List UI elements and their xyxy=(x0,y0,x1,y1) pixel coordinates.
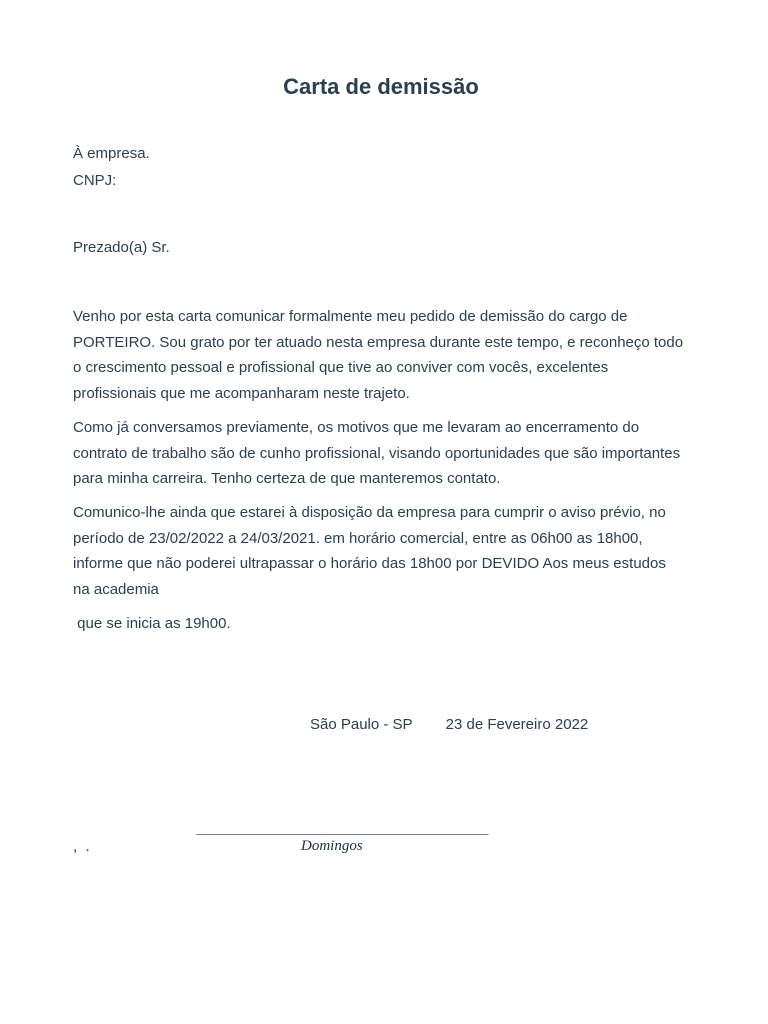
signature-name: Domingos xyxy=(301,838,363,854)
recipient-line: À empresa. xyxy=(73,145,150,162)
paragraph-resignation: Venho por esta carta comunicar formalmente meu pedido de demissão do cargo de PORTEIRO. Sou grato por ter atuado nesta empresa durante este tempo, e reconheço todo o crescimento pessoal e profissional que tive ao conviver com vocês, excelentes profissionais que me acompanharam neste trajeto. xyxy=(73,308,684,403)
signature-prefix: , . xyxy=(73,838,90,855)
signature-line: ________________________________________ xyxy=(196,822,489,837)
greeting: Prezado(a) Sr. xyxy=(73,239,170,256)
paragraph-notice-period: Comunico-lhe ainda que estarei à disposição da empresa para cumprir o aviso prévio, no período de 23/02/2022 a 24/03/2021. em horário comercial, entre as 06h00 as 18h00, informe que não poderei ultrapassar o horário das 18h00 por DEVIDO Aos meus estudos na academia xyxy=(73,504,666,599)
cnpj-line: CNPJ: xyxy=(73,172,117,189)
paragraph-reasons: Como já conversamos previamente, os motivos que me levaram ao encerramento do contrato de trabalho são de cunho profissional, visando oportunidades que são importantes para minha carreira. Tenho certeza de que manteremos contato. xyxy=(73,419,681,488)
paragraph-schedule: que se inicia as 19h00. xyxy=(73,615,231,632)
place-and-date: São Paulo - SP 23 de Fevereiro 2022 xyxy=(310,716,589,733)
page-title: Carta de demissão xyxy=(283,74,479,99)
